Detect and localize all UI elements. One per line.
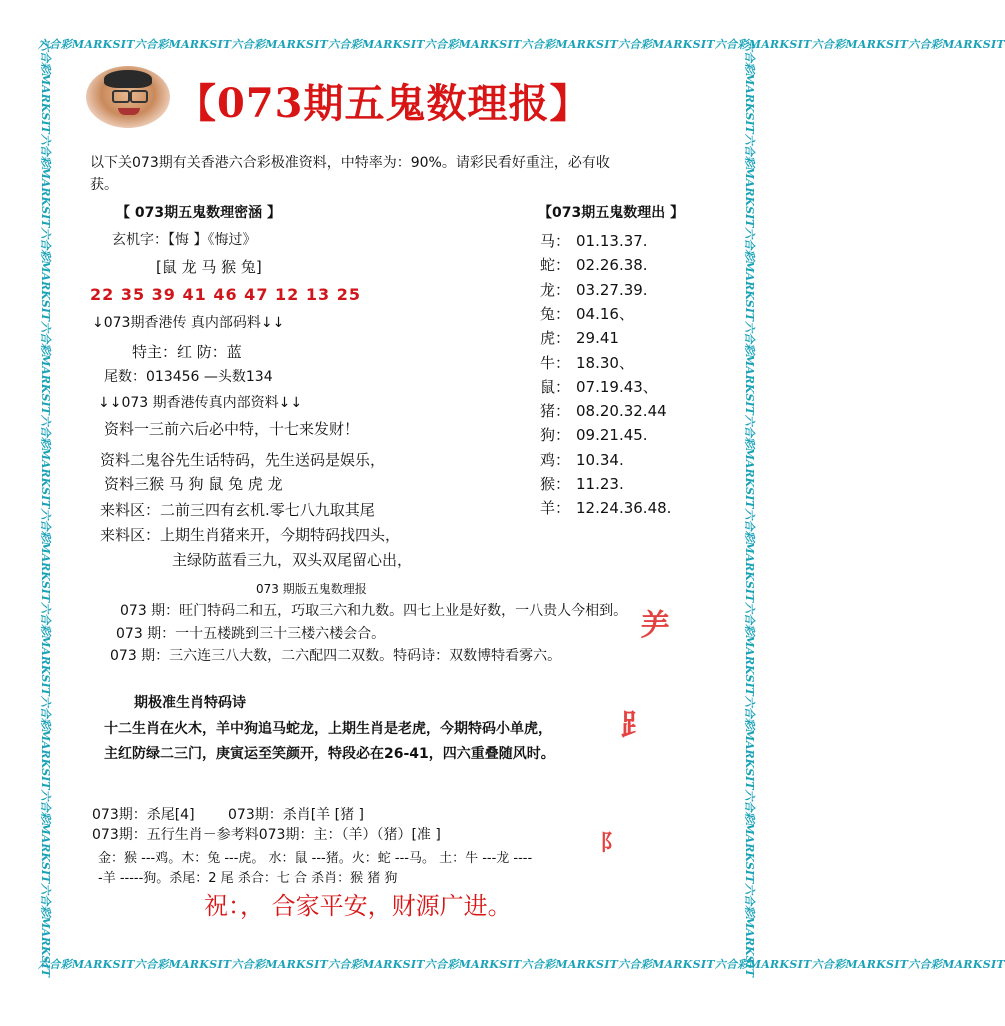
border-bottom <box>38 956 1005 972</box>
zodiac-numbers: 11.23. <box>576 475 624 493</box>
bottom-element-pairs: 金：猴 ---鸡。木：兔 ---虎。 水：鼠 ---猪。火：蛇 ---马。 土：牛 ---龙 ---- <box>98 851 533 866</box>
border-right <box>742 40 758 977</box>
zodiac-label: 兔： <box>540 304 571 323</box>
data-line-1: 资料一三前六后必中特，十七来发财！ <box>104 420 360 438</box>
zodiac-label: 羊： <box>540 499 571 518</box>
insider-header-2: ↓↓073 期香港传真内部资料↓↓ <box>98 395 303 411</box>
middle-line-1: 073 期：旺门特码二和五，巧取三六和九数。四七上业是好数，一八贵人今相到。 <box>120 603 628 619</box>
portrait-mouth <box>118 108 140 115</box>
zodiac-numbers: 07.19.43、 <box>576 377 658 396</box>
portrait-glasses-left <box>112 90 130 103</box>
zodiac-numbers: 04.16、 <box>576 304 634 323</box>
zodiac-numbers: 12.24.36.48. <box>576 499 672 518</box>
zodiac-label: 牛： <box>540 353 571 372</box>
zodiac-label: 猴： <box>540 475 571 493</box>
bottom-kill-summary: -羊 -----狗。杀尾：2 尾 杀合：七 合 杀肖：猴 猪 狗 <box>98 871 398 886</box>
zodiac-numbers: 08.20.32.44 <box>576 402 667 421</box>
poem-title: 期极准生肖特码诗 <box>134 695 246 711</box>
middle-line-2: 073 期：一十五楼跳到三十三楼六楼会合。 <box>116 626 386 642</box>
red-stamp-mark: ⻊ <box>620 708 650 743</box>
tail-numbers: 尾数：013456 —头数134 <box>104 369 273 385</box>
bottom-kill-zodiac: 073期：杀肖[羊 [猪 ] <box>228 807 365 823</box>
blessing-text: 祝：， 合家平安，财源广进。 <box>204 892 512 920</box>
red-stamp-mark: ⺶ <box>640 608 670 643</box>
xuanji-text: 玄机字：【悔 】《悔过》 <box>112 232 257 248</box>
intro-line-1: 以下关073期有关香港六合彩极准资料，中特率为：90%。请彩民看好重注，必有收 <box>90 155 610 171</box>
zodiac-label: 猪： <box>540 402 571 421</box>
zodiac-numbers: 01.13.37. <box>576 232 648 250</box>
insider-header-1: ↓073期香港传 真内部码料↓↓ <box>92 315 285 331</box>
portrait-avatar <box>86 66 170 128</box>
border-bottom-text: 六合彩MARKSIT六合彩MARKSIT六合彩MARKSIT六合彩MARKSIT六合彩MARKSIT六合彩MARKSIT六合彩MARKSIT六合彩MARKSIT六合彩MARKSIT六合彩MARKSIT <box>38 958 1005 971</box>
border-top <box>38 36 1005 52</box>
zodiac-numbers: 02.26.38. <box>576 256 648 275</box>
left-section-title: 【 073期五鬼数理密涵 】 <box>116 205 281 221</box>
data-line-2: 资料二鬼谷先生话特码，先生送码是娱乐， <box>100 451 386 469</box>
poem-line-2: 主红防绿二三门，庚寅运至笑颜开，特段必在26-41，四六重叠随风时。 <box>104 746 555 762</box>
data-line-3: 资料三猴 马 狗 鼠 兔 虎 龙 <box>104 475 283 493</box>
zodiac-numbers: 09.21.45. <box>576 426 648 445</box>
border-top-text: 六合彩MARKSIT六合彩MARKSIT六合彩MARKSIT六合彩MARKSIT六合彩MARKSIT六合彩MARKSIT六合彩MARKSIT六合彩MARKSIT六合彩MARKSIT六合彩MARKSIT <box>38 38 1005 51</box>
zodiac-numbers: 29.41 <box>576 329 619 348</box>
laoliao-line-3: 主绿防蓝看三九，双头双尾留心出， <box>172 551 413 569</box>
middle-header: 073 期版五鬼数理报 <box>256 582 367 596</box>
zodiac-label: 龙： <box>540 280 571 299</box>
laoliao-line-1: 来料区：二前三四有玄机.零七八九取其尾 <box>100 501 375 519</box>
border-left <box>38 40 54 977</box>
zodiac-label: 鼠： <box>540 377 571 396</box>
zodiac-label: 蛇： <box>540 256 571 275</box>
portrait-glasses-right <box>130 90 148 103</box>
middle-line-3: 073 期：三六连三八大数，二六配四二双数。特码诗：双数博特看雾六。 <box>110 648 562 664</box>
portrait-hair <box>104 70 152 88</box>
border-right-text: 六合彩MARKSIT六合彩MARKSIT六合彩MARKSIT六合彩MARKSIT六合彩MARKSIT六合彩MARKSIT六合彩MARKSIT六合彩MARKSIT六合彩MARKSIT六合彩MARKSIT <box>743 40 756 977</box>
laoliao-line-2: 来料区：上期生肖猪来开，今期特码找四头， <box>100 526 401 544</box>
intro-line-2: 获。 <box>90 177 118 193</box>
border-left-text: 六合彩MARKSIT六合彩MARKSIT六合彩MARKSIT六合彩MARKSIT六合彩MARKSIT六合彩MARKSIT六合彩MARKSIT六合彩MARKSIT六合彩MARKSIT六合彩MARKSIT <box>39 40 52 977</box>
zodiac-list: [鼠 龙 马 猴 兔] <box>156 258 262 276</box>
zodiac-label: 鸡： <box>540 450 571 469</box>
special-color: 特主：红 防：蓝 <box>132 343 242 361</box>
bottom-five-elements: 073期：五行生肖－参考料073期：主：（羊）（猪）[准 ] <box>92 827 441 843</box>
poem-line-1: 十二生肖在火木，羊中狗追马蛇龙，上期生肖是老虎，今期特码小单虎， <box>104 721 552 737</box>
zodiac-label: 虎： <box>540 329 571 348</box>
bottom-kill-tail: 073期：杀尾[4] <box>92 807 195 823</box>
zodiac-label: 狗： <box>540 426 571 445</box>
zodiac-numbers: 18.30、 <box>576 353 634 372</box>
page-title: 【073期五鬼数理报】 <box>176 80 591 127</box>
right-section-title: 【073期五鬼数理出 】 <box>538 205 685 221</box>
zodiac-numbers: 03.27.39. <box>576 280 648 299</box>
lucky-numbers: 22 35 39 41 46 47 12 13 25 <box>90 285 361 304</box>
red-stamp-mark: ⻖ <box>600 830 623 856</box>
zodiac-label: 马： <box>540 232 571 250</box>
zodiac-numbers: 10.34. <box>576 450 624 469</box>
